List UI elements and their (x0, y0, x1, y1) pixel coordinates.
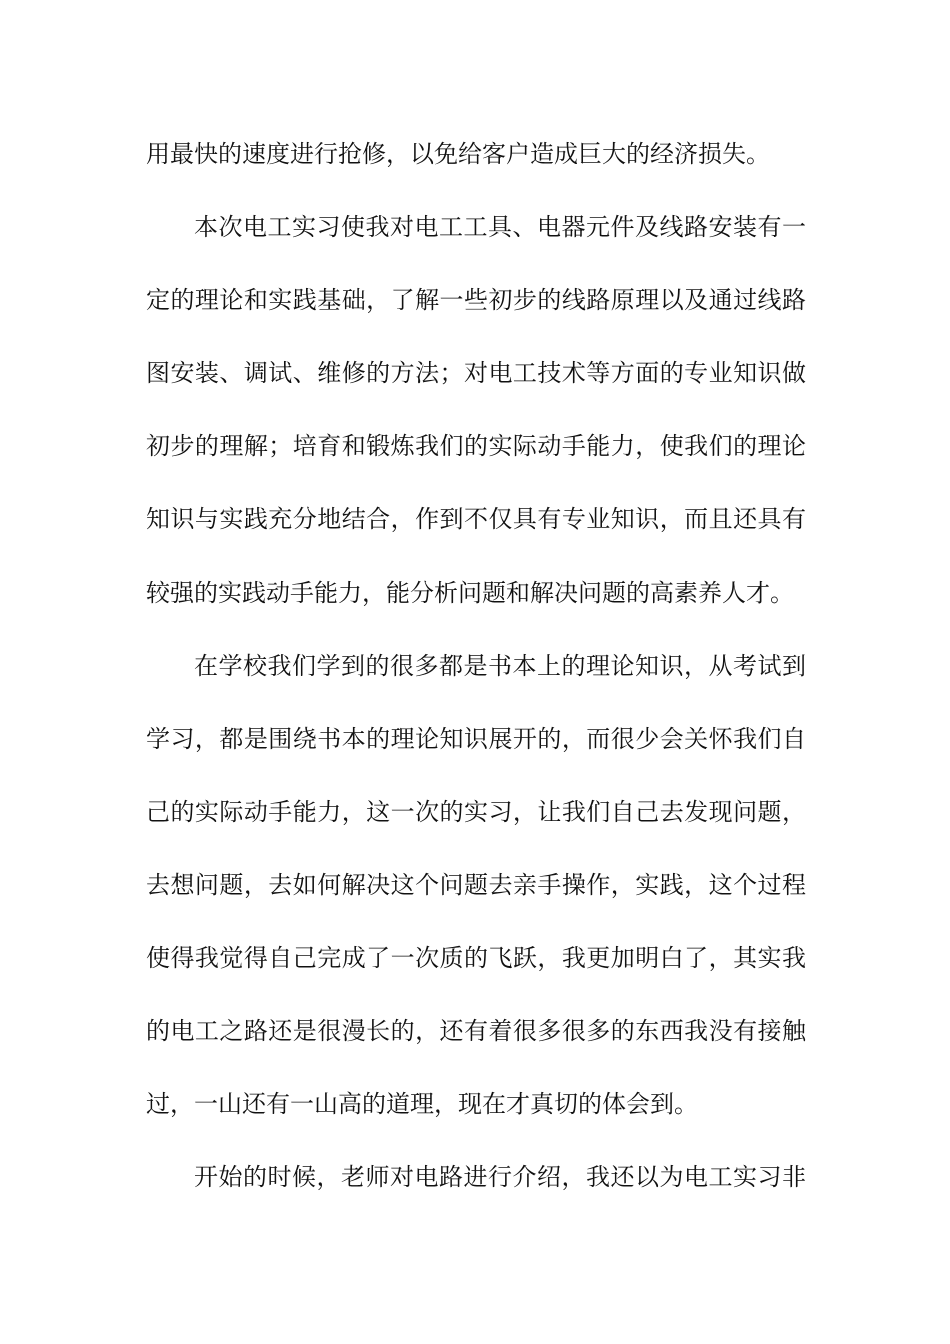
text-line: 过，一山还有一山高的道理，现在才真切的体会到。 (146, 1090, 698, 1119)
text-line: 学习，都是围绕书本的理论知识展开的，而很少会关怀我们自 (146, 724, 806, 753)
text-line: 使得我觉得自己完成了一次质的飞跃，我更加明白了，其实我 (146, 944, 806, 973)
text-line: 图安装、调试、维修的方法；对电工技术等方面的专业知识做 (146, 359, 806, 388)
text-line: 较强的实践动手能力，能分析问题和解决问题的高素养人才。 (146, 578, 794, 607)
text-line: 开始的时候，老师对电路进行介绍，我还以为电工实习非 (194, 1163, 806, 1192)
text-line: 定的理论和实践基础，了解一些初步的线路原理以及通过线路 (146, 286, 806, 315)
text-line: 用最快的速度进行抢修，以免给客户造成巨大的经济损失。 (146, 140, 770, 168)
text-line: 去想问题，去如何解决这个问题去亲手操作，实践，这个过程 (146, 870, 806, 899)
text-line: 初步的理解；培育和锻炼我们的实际动手能力，使我们的理论 (146, 432, 806, 461)
body-text (146, 128, 806, 1224)
text-line: 本次电工实习使我对电工工具、电器元件及线路安装有一 (194, 213, 806, 242)
text-line: 在学校我们学到的很多都是书本上的理论知识，从考试到 (194, 651, 806, 680)
text-line: 知识与实践充分地结合，作到不仅具有专业知识，而且还具有 (146, 505, 806, 534)
text-line: 的电工之路还是很漫长的，还有着很多很多的东西我没有接触 (146, 1017, 806, 1046)
text-line: 己的实际动手能力，这一次的实习，让我们自己去发现问题， (146, 797, 806, 826)
